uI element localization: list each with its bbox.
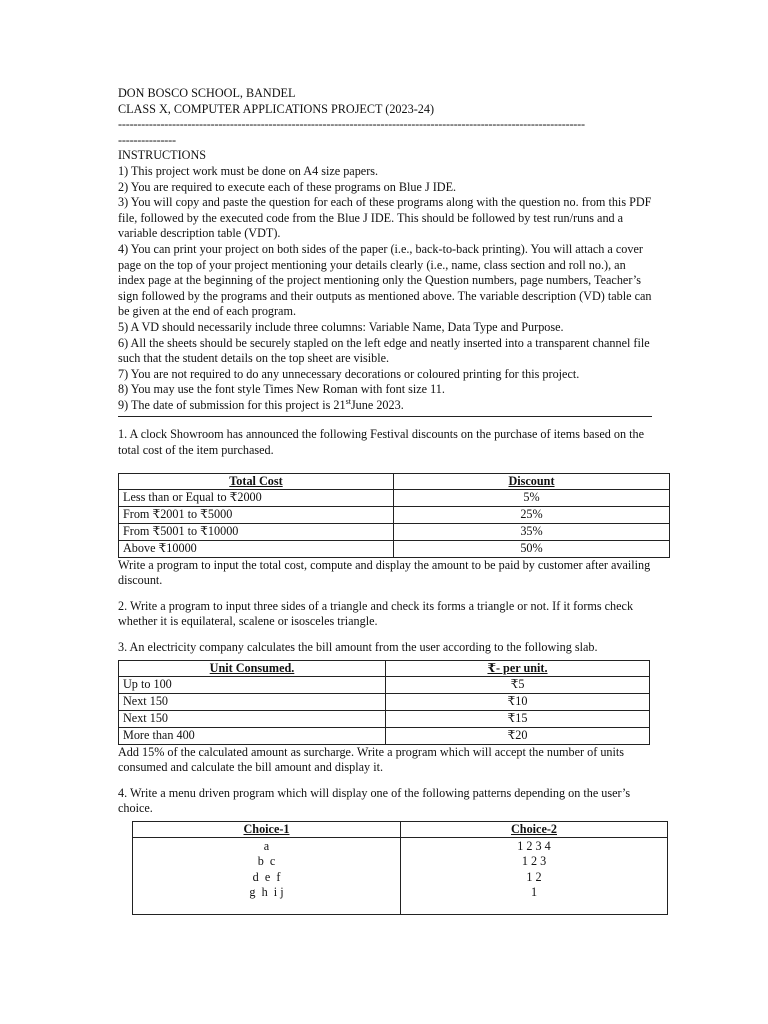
document-page [118,86,652,915]
table-row [119,507,670,524]
instruction-item-6: 6) All the sheets should be securely stapled on the left edge and neatly inserted into a transparent channel file such that the student details on the top sheet are visible. [118,335,650,366]
table-cell: 1 2 [401,870,668,885]
question-3-instruction: Add 15% of the calculated amount as surcharge. Write a program which will accept the number of units consumed and calculate the bill amount and display it. [118,744,625,775]
table-cell: Above ₹10000 [119,540,394,557]
question-1-instruction: Write a program to input the total cost, compute and display the amount to be paid by customer after availing discount. [118,557,651,588]
electricity-slab-table [118,660,650,745]
table-cell: g h i j [133,885,401,915]
dash-separator-continued: --------------- [118,132,176,147]
table-cell: 25% [394,507,670,524]
table-header: Total Cost [119,473,394,490]
table-cell: 1 2 3 4 [401,838,668,855]
table-header: Choice-2 [401,821,668,837]
question-4-text: 4. Write a menu driven program which will display one of the following patterns depending on the user’s choice. [118,785,631,816]
table-row [119,711,650,728]
instruction-item-3: 3) You will copy and paste the question for each of these programs along with the question no. from this PDF file, followed by the executed code from the Blue J IDE. This should be followed by test run/runs and a variable description table (VDT). [118,195,652,241]
instruction-item-5: 5) A VD should necessarily include three columns: Variable Name, Data Type and Purpose. [118,319,564,334]
table-cell: ₹10 [386,694,650,711]
table-cell: ₹5 [386,677,650,694]
table-cell: b c [133,854,401,869]
table-cell: ₹20 [386,727,650,744]
table-cell: 35% [394,524,670,541]
table-cell: 5% [394,490,670,507]
table-cell: More than 400 [119,727,386,744]
table-row [133,838,668,855]
dash-separator: ------------------------------------------------------------------------------------------------------------------------- [118,117,585,132]
table-header-row [133,821,668,837]
instruction-item-9 [118,398,652,414]
table-cell: Up to 100 [119,677,386,694]
table-row [119,694,650,711]
instruction-item-2: 2) You are required to execute each of these programs on Blue J IDE. [118,179,457,194]
instructions-title: INSTRUCTIONS [118,148,207,163]
table-cell: Less than or Equal to ₹2000 [119,490,394,507]
table-row [133,885,668,915]
question-3-text: 3. An electricity company calculates the bill amount from the user according to the following slab. [118,640,598,655]
table-cell: 1 2 3 [401,854,668,869]
table-cell: 50% [394,540,670,557]
table-row [119,677,650,694]
table-cell: From ₹5001 to ₹10000 [119,524,394,541]
instruction-item-4: 4) You can print your project on both sides of the paper (i.e., back-to-back printing). You will attach a cover page on the top of your project mentioning your details clearly (i.e., name, class section and roll no.), an index page at the beginning of the project mentioning only the Question numbers, page numbers, Teacher’s sign followed by the programs and their outputs as mentioned above. The variable description (VD) table can be given at the end of each program. [118,241,652,319]
section-divider [118,416,652,417]
table-cell: 1 [401,885,668,915]
discount-table [118,473,670,558]
instruction-item-8: 8) You may use the font style Times New Roman with font size 11. [118,382,445,397]
table-row [133,870,668,885]
instruction-item-7: 7) You are not required to do any unnecessary decorations or coloured printing for this project. [118,366,580,381]
school-name: DON BOSCO SCHOOL, BANDEL [118,86,296,100]
table-cell: From ₹2001 to ₹5000 [119,507,394,524]
instruction-item-9-prefix: 9) The date of submission for this project is 21 [118,397,346,412]
instruction-item-1: 1) This project work must be done on A4 size papers. [118,163,379,178]
question-1-text: 1. A clock Showroom has announced the following Festival discounts on the purchase of items based on the total cost of the item purchased. [118,427,645,458]
table-header-row [119,473,670,490]
table-header-row [119,660,650,677]
table-cell: Next 150 [119,711,386,728]
table-cell: d e f [133,870,401,885]
table-row [133,854,668,869]
table-cell: a [133,838,401,855]
table-header: ₹- per unit. [386,660,650,677]
question-2-text: 2. Write a program to input three sides of a triangle and check its forms a triangle or not. If it forms check whether it is equilateral, scalene or isosceles triangle. [118,598,634,629]
table-row [119,490,670,507]
pattern-table [132,821,668,915]
table-header: Choice-1 [133,821,401,837]
table-header: Discount [394,473,670,490]
table-cell: ₹15 [386,711,650,728]
table-row [119,524,670,541]
table-header: Unit Consumed. [119,660,386,677]
table-cell: Next 150 [119,694,386,711]
table-row [119,540,670,557]
project-title: CLASS X, COMPUTER APPLICATIONS PROJECT (2023-24) [118,101,435,116]
instruction-item-9-suffix: June 2023. [350,397,404,412]
table-row [119,727,650,744]
instruction-item-9-sup: st [345,396,351,406]
